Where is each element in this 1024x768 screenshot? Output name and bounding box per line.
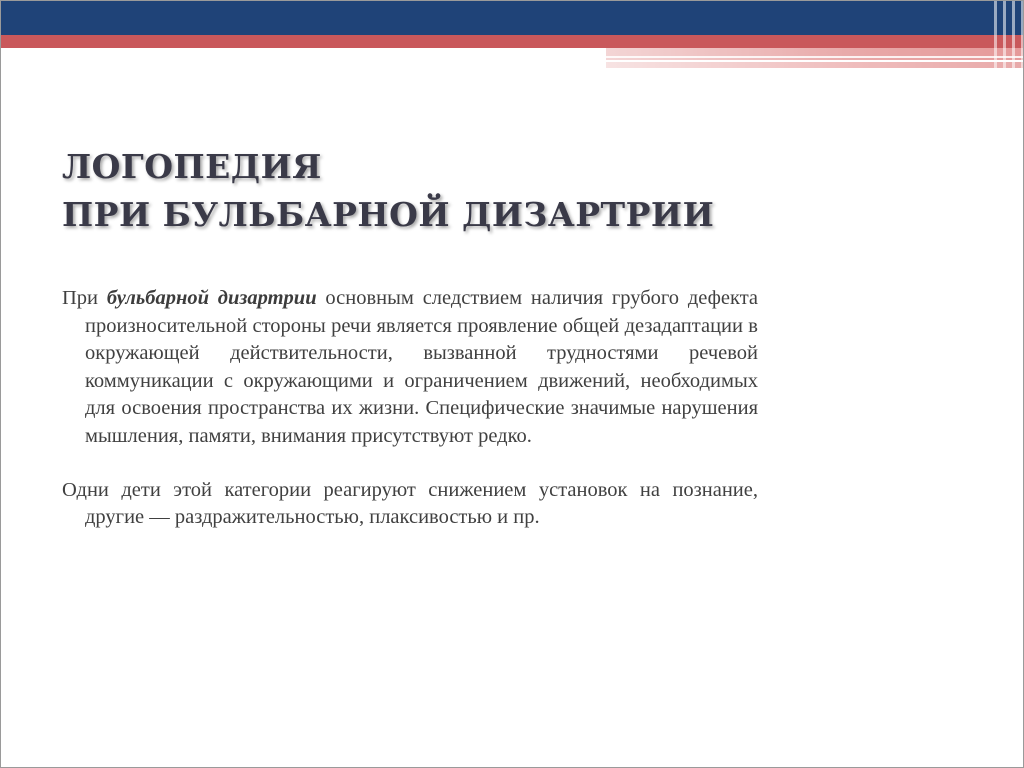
paragraph-emphasis: бульбарной дизартрии <box>106 287 317 309</box>
slide-title-line-2: ПРИ БУЛЬБАРНОЙ ДИЗАРТРИИ <box>62 195 715 234</box>
paragraph-lead: При <box>62 287 107 309</box>
paragraph-text: основным следствием наличия грубого дефекта произносительной стороны речи является проявление общей дезадаптации в окружающей действительности, вызванной трудностями речевой коммуникации с окружающими и ограничением движений, необходимых для освоения пространства их жизни. Специфические значимые нарушения мышления, памяти, внимания присутствуют редко. <box>85 287 758 447</box>
body-paragraph-2: Одни дети этой категории реагируют снижением установок на познание, другие — раздражительностью, плаксивостью и пр. <box>62 478 758 529</box>
slide-title-line-1: ЛОГОПЕДИЯ <box>62 147 322 186</box>
